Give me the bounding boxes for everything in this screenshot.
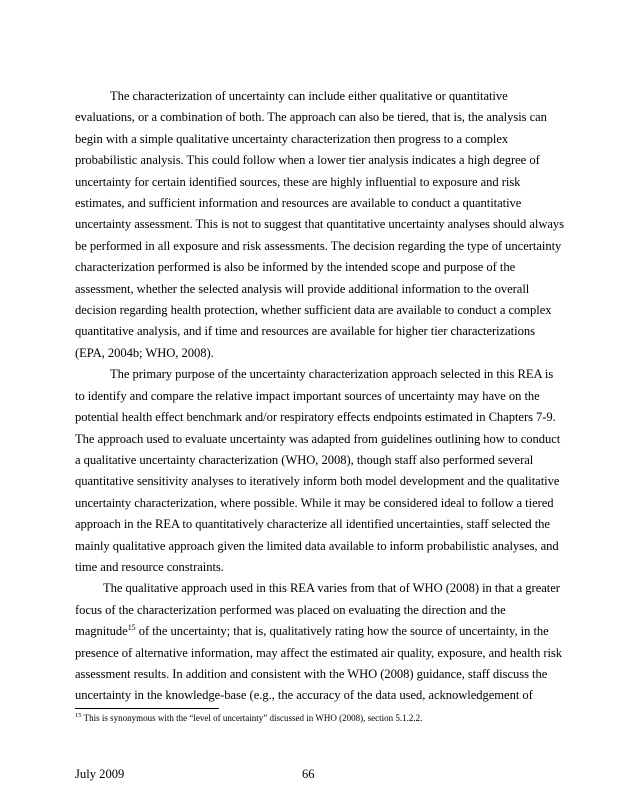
- paragraph-qualitative-approach-start: The qualitative approach used in this REA varies from that of WHO (2008) in that a greater focus of the characterization performed was placed on evaluating the direction and the magnitude: [75, 581, 560, 639]
- paragraph-primary-purpose: The primary purpose of the uncertainty characterization approach selected in this REA is to identify and compare the relative impact important sources of uncertainty may have on the potential health effect benchmark and/or respiratory effects endpoints estimated in Chapters 7-9. The approach used to evaluate uncertainty was adapted from guidelines outlining how to conduct a qualitative uncertainty characterization (WHO, 2008), though staff also performed several quantitative sensitivity analyses to iteratively inform both model development and the qualitative uncertainty characterization, where possible. While it may be considered ideal to follow a tiered approach in the REA to quantitatively characterize all identified uncertainties, staff selected the mainly qualitative approach given the limited data available to inform probabilistic analyses, and time and resource constraints.: [75, 367, 561, 574]
- footnote-text: This is synonymous with the “level of uncertainty” discussed in WHO (2008), section 5.1.2.2.: [81, 713, 423, 723]
- footnote: [75, 712, 575, 724]
- footnote-divider: [75, 708, 219, 709]
- footer-date: July 2009: [75, 767, 125, 781]
- paragraph-qualitative-approach: [75, 578, 565, 706]
- footnote-reference[interactable]: 15: [127, 622, 136, 632]
- page-number: 66: [302, 767, 315, 781]
- paragraph-qualitative-approach-end: of the uncertainty; that is, qualitatively rating how the source of uncertainty, in the presence of alternative information, may affect the estimated air quality, exposure, and health risk assessment results. In addition and consistent with the WHO (2008) guidance, staff discuss the uncertainty in the knowledge-base (e.g., the accuracy of the data used, acknowledgement of: [75, 624, 563, 703]
- paragraph-uncertainty-characterization: The characterization of uncertainty can include either qualitative or quantitative evaluations, or a combination of both. The approach can also be tiered, that is, the analysis can begin with a simple qualitative uncertainty characterization then progress to a complex probabilistic analysis. This could follow when a lower tier analysis indicates a high degree of uncertainty for certain identified sources, these are highly influential to exposure and risk estimates, and sufficient information and resources are available to conduct a quantitative uncertainty assessment. This is not to suggest that quantitative uncertainty analyses should always be performed in all exposure and risk assessments. The decision regarding the type of uncertainty characterization performed is also be informed by the intended scope and purpose of the assessment, whether the selected analysis will provide additional information to the overall decision regarding health protection, whether sufficient data are available to conduct a complex quantitative analysis, and if time and resources are available for higher tier characterizations (EPA, 2004b; WHO, 2008).: [75, 89, 565, 360]
- footnote-number: 15: [75, 712, 82, 719]
- body-text: [75, 86, 565, 707]
